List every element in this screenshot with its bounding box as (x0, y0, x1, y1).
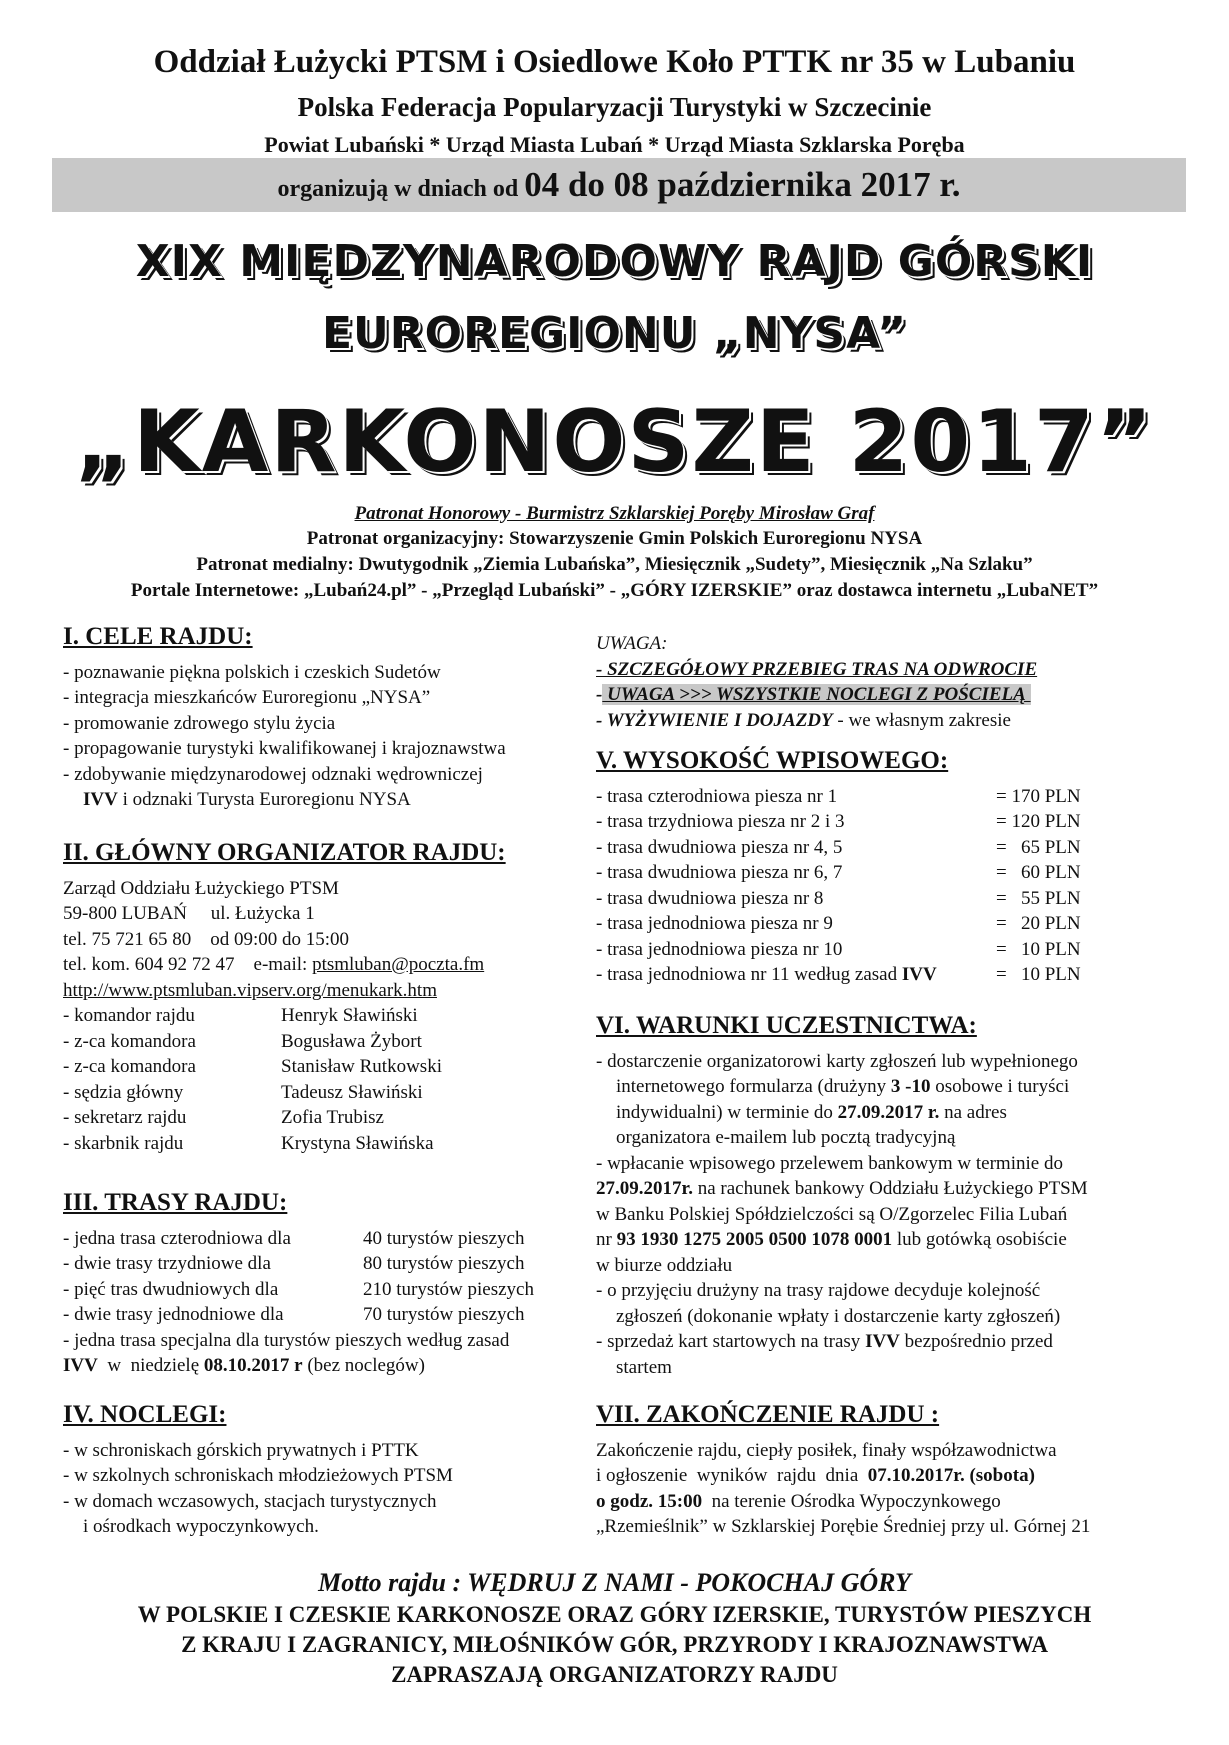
staff-row (63, 1131, 506, 1157)
staff-name: Tadeusz Sławiński (281, 1081, 423, 1103)
condition-fragment: nr (596, 1229, 617, 1250)
special-route-date (63, 1353, 534, 1379)
condition-text (596, 1176, 1088, 1202)
notice-food-bold: WYŻYWIENIE I DOJAZDY (606, 709, 833, 731)
ivv-label: IVV (63, 1355, 98, 1376)
staff-name: Krystyna Sławińska (281, 1132, 434, 1154)
notice-dash: - (596, 709, 607, 731)
ending-fragment: na terenie Ośrodka Wypoczynkowego (702, 1490, 1001, 1512)
fee-row (596, 937, 1081, 963)
condition-fragment: indywidualni) w terminie do (616, 1101, 838, 1123)
ending-fragment: i ogłoszenie wyników rajdu dnia (596, 1465, 868, 1486)
route-name: - dwie trasy jednodniowe dla (63, 1304, 284, 1325)
section-accommodation (63, 1402, 453, 1540)
route-row (63, 1226, 534, 1252)
rally-title-line2: EUROREGIONU „NYSA” (322, 308, 907, 359)
patronage-media: Patronat medialny: Dwutygodnik „Ziemia Lubańska”, Miesięcznik „Sudety”, Miesięcznik „Na Szlaku” (196, 554, 1033, 575)
ivv-label: IVV (865, 1331, 900, 1352)
staff-name: Bogusława Żybort (281, 1030, 422, 1052)
fee-route: - trasa czterodniowa piesza nr 1 (596, 785, 838, 807)
list-item: - propagowanie turystyki kwalifikowanej i krajoznawstwa (63, 738, 506, 759)
section-title: II. GŁÓWNY ORGANIZATOR RAJDU: (63, 839, 506, 866)
section-title: III. TRASY RAJDU: (63, 1189, 288, 1216)
route-count: 70 turystów pieszych (363, 1304, 525, 1325)
fee-row (596, 784, 1081, 810)
fee-price: = 55 PLN (996, 887, 1081, 909)
motto: Motto rajdu : WĘDRUJ Z NAMI - POKOCHAJ GÓRY (318, 1568, 911, 1597)
mobile-label: tel. kom. 604 92 72 47 e-mail: (63, 954, 313, 975)
notice-routes: - SZCZEGÓŁOWY PRZEBIEG TRAS NA ODWROCIE (596, 658, 1038, 680)
condition-fragment: na rachunek bankowy Oddziału Łużyckiego PTSM (692, 1178, 1088, 1199)
notice-bedding-text: UWAGA >>> WSZYSTKIE NOCLEGI Z POŚCIELĄ (602, 684, 1031, 705)
route-name: - dwie trasy trzydniowe dla (63, 1253, 271, 1274)
org-address: 59-800 LUBAŃ ul. Łużycka 1 (63, 903, 315, 924)
condition-text: - dostarczenie organizatorowi karty zgłoszeń lub wypełnionego (596, 1050, 1078, 1072)
condition-text: - o przyjęciu drużyny na trasy rajdowe decyduje kolejność (596, 1280, 1041, 1301)
condition-text (596, 1074, 1088, 1100)
special-route-text: w niedzielę (97, 1355, 204, 1376)
condition-text: startem (616, 1356, 672, 1378)
fee-price: = 60 PLN (996, 862, 1081, 883)
condition-text: organizatora e-mailem lub pocztą tradycyjną (616, 1127, 956, 1148)
list-item: - w szkolnych schroniskach młodzieżowych PTSM (63, 1465, 453, 1486)
section-conditions (596, 1013, 1088, 1380)
dates-banner (52, 158, 1186, 212)
federation-heading: Polska Federacja Popularyzacji Turystyki w Szczecinie (297, 92, 932, 122)
ending-time: o godz. 15:00 (596, 1490, 703, 1512)
fee-route-text: - trasa jednodniowa nr 11 według zasad (596, 964, 902, 985)
staff-role: - sędzia główny (63, 1081, 184, 1103)
partners-heading: Powiat Lubański * Urząd Miasta Lubań * Urząd Miasta Szklarska Poręba (264, 132, 965, 157)
deadline-date: 27.09.2017r. (596, 1178, 693, 1199)
team-size: 3 -10 (890, 1076, 931, 1097)
list-item: - promowanie zdrowego stylu życia (63, 712, 336, 734)
staff-role: - sekretarz rajdu (63, 1107, 187, 1128)
condition-text: - wpłacanie wpisowego przelewem bankowym w terminie do (596, 1152, 1063, 1174)
deadline-date: 27.09.2017 r. (837, 1101, 940, 1123)
notice-block (596, 631, 1037, 733)
fee-price: = 120 PLN (996, 811, 1081, 832)
notice-food-text: - we własnym zakresie (832, 709, 1011, 731)
patronage-honorary: Patronat Honorowy - Burmistrz Szklarskiej Poręby Mirosław Graf (354, 503, 875, 524)
special-route: - jedna trasa specjalna dla turystów pieszych według zasad (63, 1329, 510, 1351)
condition-fragment: na adres (939, 1101, 1007, 1123)
ending-text (596, 1489, 1090, 1515)
rally-title-line1: XIX MIĘDZYNARODOWY RAJD GÓRSKI (135, 236, 1094, 287)
fee-route (596, 962, 996, 988)
closing-line1: W POLSKIE I CZESKIE KARKONOSZE ORAZ GÓRY IZERSKIE, TURYSTÓW PIESZYCH (137, 1602, 1092, 1627)
fee-route: - trasa jednodniowa piesza nr 10 (596, 938, 843, 960)
special-route-day: 08.10.2017 r (203, 1355, 303, 1376)
list-item-text: i odznaki Turysta Euroregionu NYSA (117, 789, 411, 810)
fee-route: - trasa jednodniowa piesza nr 9 (596, 913, 833, 934)
fee-row (596, 860, 1081, 886)
section-title: V. WYSOKOŚĆ WPISOWEGO: (596, 747, 949, 774)
fee-row (596, 911, 1081, 937)
organizer-heading: Oddział Łużycki PTSM i Osiedlowe Koło PTTK nr 35 w Lubaniu (153, 44, 1076, 80)
section-routes (63, 1190, 534, 1379)
rally-title-main: „KARKONOSZE 2017” (74, 392, 1155, 492)
ivv-label: IVV (83, 789, 118, 810)
list-item: i ośrodkach wypoczynkowych. (83, 1516, 319, 1537)
org-name: Zarząd Oddziału Łużyckiego PTSM (63, 877, 339, 899)
email-link[interactable]: ptsmluban@poczta.fm (312, 954, 485, 975)
website-link[interactable]: http://www.ptsmluban.vipserv.org/menukark.htm (63, 979, 437, 1001)
condition-fragment: - sprzedaż kart startowych na trasy (596, 1331, 866, 1352)
notice-food (596, 708, 1037, 734)
fee-row (596, 886, 1081, 912)
staff-role: - z-ca komandora (63, 1056, 196, 1077)
staff-role: - skarbnik rajdu (63, 1132, 184, 1154)
route-name: - jedna trasa czterodniowa dla (63, 1227, 291, 1249)
notice-label: UWAGA: (596, 633, 668, 654)
route-row (63, 1277, 534, 1303)
fee-price: = 10 PLN (996, 964, 1081, 985)
list-item: - zdobywanie międzynarodowej odznaki wędrowniczej (63, 763, 483, 785)
url-row (63, 978, 506, 1004)
condition-text (596, 1227, 1088, 1253)
staff-row (63, 1080, 506, 1106)
closing-line3: ZAPRASZAJĄ ORGANIZATORZY RAJDU (391, 1662, 838, 1687)
route-name: - pięć tras dwudniowych dla (63, 1278, 279, 1300)
section-goals (63, 624, 506, 813)
staff-row (63, 1105, 506, 1131)
fee-row (596, 809, 1081, 835)
condition-fragment: internetowego formularza (drużyny (616, 1076, 891, 1097)
list-item (63, 787, 506, 813)
fee-route: - trasa trzydniowa piesza nr 2 i 3 (596, 811, 845, 832)
staff-row (63, 1029, 506, 1055)
condition-text (596, 1329, 1088, 1355)
fee-price: = 65 PLN (996, 836, 1081, 858)
fee-price: = 10 PLN (996, 938, 1081, 960)
section-organizer (63, 840, 506, 1156)
condition-text: w biurze oddziału (596, 1254, 733, 1276)
staff-name: Henryk Sławiński (281, 1005, 418, 1026)
staff-name: Zofia Trubisz (281, 1107, 384, 1128)
ending-text (596, 1463, 1090, 1489)
fee-route: - trasa dwudniowa piesza nr 6, 7 (596, 862, 843, 883)
ending-text: Zakończenie rajdu, ciepły posiłek, finały współzawodnictwa (596, 1439, 1057, 1461)
ending-date: 07.10.2017r. (sobota) (867, 1465, 1035, 1486)
closing-line2: Z KRAJU I ZAGRANICY, MIŁOŚNIKÓW GÓR, PRZYRODY I KRAJOZNAWSTWA (181, 1632, 1048, 1657)
dates-main: 04 do 08 października 2017 r. (524, 165, 961, 204)
patronage-organizational: Patronat organizacyjny: Stowarzyszenie Gmin Polskich Euroregionu NYSA (306, 528, 923, 549)
fee-row (596, 835, 1081, 861)
section-title: I. CELE RAJDU: (63, 623, 253, 650)
org-phone: tel. 75 721 65 80 od 09:00 do 15:00 (63, 928, 350, 950)
staff-role: - z-ca komandora (63, 1030, 196, 1052)
notice-bedding (596, 682, 1037, 708)
section-ending (596, 1402, 1090, 1540)
list-item: - w domach wczasowych, stacjach turystycznych (63, 1490, 437, 1512)
fee-route: - trasa dwudniowa piesza nr 4, 5 (596, 836, 843, 858)
org-mobile (63, 952, 506, 978)
staff-name: Stanisław Rutkowski (281, 1056, 442, 1077)
condition-text: zgłoszeń (dokonanie wpłaty i dostarczenie karty zgłoszeń) (616, 1305, 1061, 1327)
condition-fragment: osobowe i turyści (930, 1076, 1070, 1097)
list-item: - integracja mieszkańców Euroregionu „NYSA” (63, 687, 431, 708)
ivv-label: IVV (901, 964, 937, 985)
bank-account: 93 1930 1275 2005 0500 1078 0001 (616, 1229, 893, 1250)
fee-price: = 20 PLN (996, 913, 1081, 934)
dates-prefix: organizują w dniach od (277, 176, 519, 202)
route-count: 40 turystów pieszych (363, 1227, 525, 1249)
section-fees (596, 748, 1081, 988)
route-row (63, 1251, 534, 1277)
route-count: 210 turystów pieszych (363, 1278, 534, 1300)
list-item: - poznawanie piękna polskich i czeskich Sudetów (63, 661, 441, 683)
list-item: - w schroniskach górskich prywatnych i PTTK (63, 1439, 419, 1461)
staff-role: - komandor rajdu (63, 1005, 195, 1026)
route-count: 80 turystów pieszych (363, 1253, 525, 1274)
section-title: IV. NOCLEGI: (63, 1401, 227, 1428)
section-title: VI. WARUNKI UCZESTNICTWA: (596, 1012, 977, 1039)
condition-fragment: bezpośrednio przed (899, 1331, 1053, 1352)
section-title: VII. ZAKOŃCZENIE RAJDU : (596, 1401, 940, 1428)
staff-row (63, 1054, 506, 1080)
route-row (63, 1302, 534, 1328)
fee-price: = 170 PLN (996, 785, 1081, 807)
notice-dash: - (596, 684, 603, 705)
patronage-portals: Portale Internetowe: „Lubań24.pl” - „Przegląd Lubański” - „GÓRY IZERSKIE” oraz dostawca internetu „LubaNET” (130, 580, 1099, 601)
ending-text: „Rzemieślnik” w Szklarskiej Porębie Średniej przy ul. Górnej 21 (596, 1516, 1091, 1537)
condition-text (596, 1100, 1088, 1126)
condition-fragment: lub gotówką osobiście (892, 1229, 1067, 1250)
fee-route: - trasa dwudniowa piesza nr 8 (596, 887, 824, 909)
special-route-note: (bez noclegów) (302, 1355, 425, 1376)
staff-row (63, 1003, 506, 1029)
fee-row (596, 962, 1081, 988)
condition-text: w Banku Polskiej Spółdzielczości są O/Zgorzelec Filia Lubań (596, 1203, 1068, 1225)
